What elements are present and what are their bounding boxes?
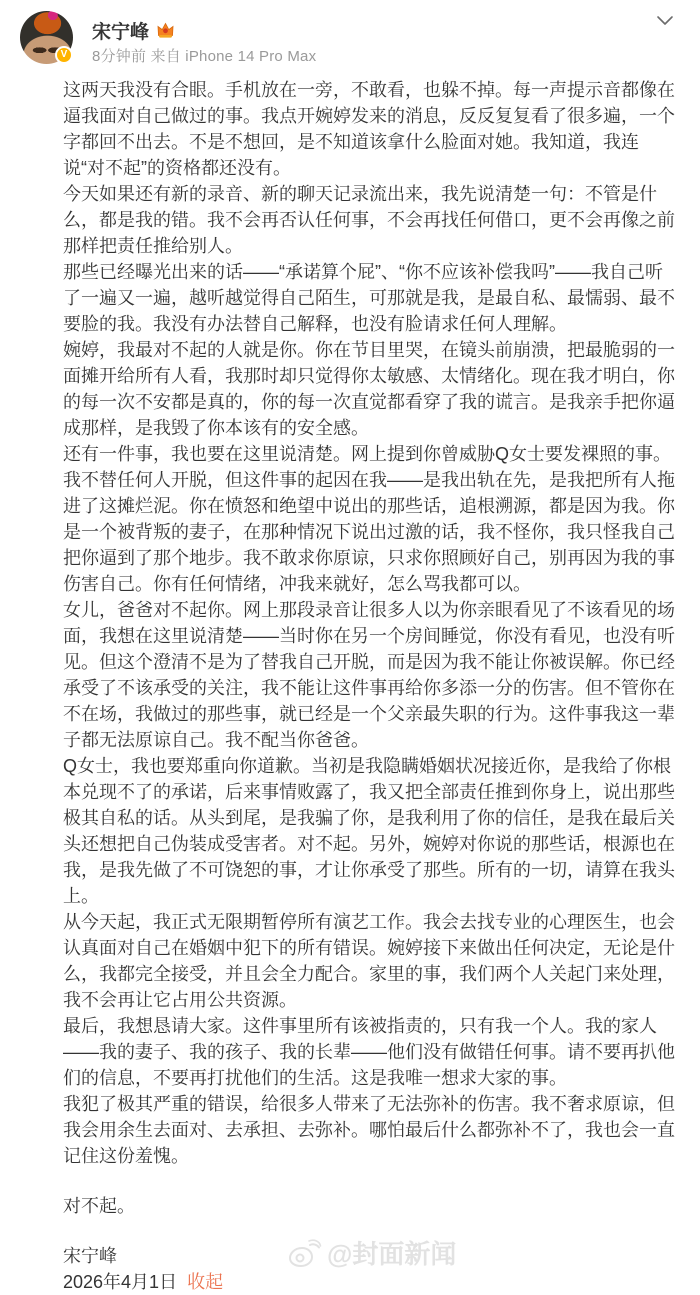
post-body: [63, 77, 676, 1295]
watermark: [288, 1234, 456, 1271]
username[interactable]: 宋宁峰: [92, 22, 150, 43]
vip-crown-icon[interactable]: [156, 21, 175, 40]
post-paragraph: 今天如果还有新的录音、新的聊天记录流出来，我先说清楚一句：不管是什么，都是我的错。我不会再否认任何事，不会再找任何借口，更不会再像之前那样把责任推给别人。: [63, 184, 675, 256]
post-paragraph: 婉婷，我最对不起的人就是你。你在节目里哭，在镜头前崩溃，把最脆弱的一面摊开给所有人看，我那时却只觉得你太敏感、太情绪化。现在我才明白，你的每一次不安都是真的，你的每一次直觉都看穿了我的谎言。是我亲手把你逼成那样，是我毁了你本该有的安全感。: [63, 340, 675, 438]
post-paragraph: 我犯了极其严重的错误，给很多人带来了无法弥补的伤害。我不奢求原谅，但我会用余生去面对、去承担、去弥补。哪怕最后什么都弥补不了，我也会一直记住这份羞愧。: [63, 1094, 675, 1166]
post-paragraph: 那些已经曝光出来的话——“承诺算个屁”、“你不应该补偿我吗”——我自己听了一遍又一遍，越听越觉得自己陌生，可那就是我，是最自私、最懦弱、最不要脸的我。我没有办法替自己解释，也没有脸请求任何人理解。: [63, 262, 675, 334]
post-paragraph: 从今天起，我正式无限期暂停所有演艺工作。我会去找专业的心理医生，也会认真面对自己在婚姻中犯下的所有错误。婉婷接下来做出任何决定，无论是什么，我都完全接受，并且会全力配合。家里的事，我们两个人关起门来处理，我不会再让它占用公共资源。: [63, 912, 675, 1010]
watermark-text: @封面新闻: [327, 1239, 457, 1269]
name-row: [92, 17, 175, 44]
post-paragraphs: [63, 77, 676, 1169]
post-paragraph: 这两天我没有合眼。手机放在一旁，不敢看，也躲不掉。每一声提示音都像在逼我面对自己做过的事。我点开婉婷发来的消息，反反复复看了很多遍，一个字都回不出去。不是不想回，是不知道该拿什么脸面对她。我知道，我连说“对不起”的资格都还没有。: [63, 80, 675, 178]
post-closing: 对不起。: [63, 1196, 135, 1216]
post-source: 来自 iPhone 14 Pro Max: [150, 48, 317, 65]
timestamp: 8分钟前: [92, 48, 147, 65]
chevron-down-icon[interactable]: [656, 13, 674, 24]
post-paragraph: 还有一件事，我也要在这里说清楚。网上提到你曾威胁Q女士要发裸照的事。我不替任何人开脱，但这件事的起因在我——是我出轨在先，是我把所有人拖进了这摊烂泥。你在愤怒和绝望中说出的那些话，追根溯源，都是因为我。你是一个被背叛的妻子，在那种情况下说出过激的话，我不怪你，我只怪我自己把你逼到了那个地步。我不敢求你原谅，只求你照顾好自己，别再因为我的事伤害自己。你有任何情绪，冲我来就好，怎么骂我都可以。: [63, 444, 675, 594]
weibo-logo-icon: [288, 1238, 322, 1268]
post-signature: 宋宁峰: [63, 1246, 117, 1266]
post-date: 2026年4月1日: [63, 1272, 178, 1292]
collapse-link[interactable]: 收起: [187, 1272, 224, 1292]
date-row: [63, 1269, 676, 1295]
post-paragraph: 最后，我想恳请大家。这件事里所有该被指责的，只有我一个人。我的家人——我的妻子、我的孩子、我的长辈——他们没有做错任何事。请不要再扒他们的信息，不要再打扰他们的生活。这是我唯一想求大家的事。: [63, 1016, 675, 1088]
verified-v-icon: V: [55, 46, 73, 64]
post-meta: [92, 45, 316, 66]
post-paragraph: 女儿，爸爸对不起你。网上那段录音让很多人以为你亲眼看见了不该看见的场面，我想在这里说清楚——当时你在另一个房间睡觉，你没有看见，也没有听见。但这个澄清不是为了替我自己开脱，而是因为我不能让你被误解。你已经承受了不该承受的关注，我不能让这件事再给你多添一分的伤害。但不管你在不在场，我做过的那些事，就已经是一个父亲最失职的行为。这件事我这一辈子都无法原谅自己。我不配当你爸爸。: [63, 600, 675, 750]
post-paragraph: Q女士，我也要郑重向你道歉。当初是我隐瞒婚姻状况接近你，是我给了你根本兑现不了的承诺，后来事情败露了，我又把全部责任推到你身上，说出那些极其自私的话。从头到尾，是我骗了你，是我利用了你的信任，是我在最后关头还想把自己伪装成受害者。对不起。另外，婉婷对你说的那些话，根源也在我，是我先做了不可饶恕的事，才让你承受了那些。所有的一切，请算在我头上。: [63, 756, 675, 906]
